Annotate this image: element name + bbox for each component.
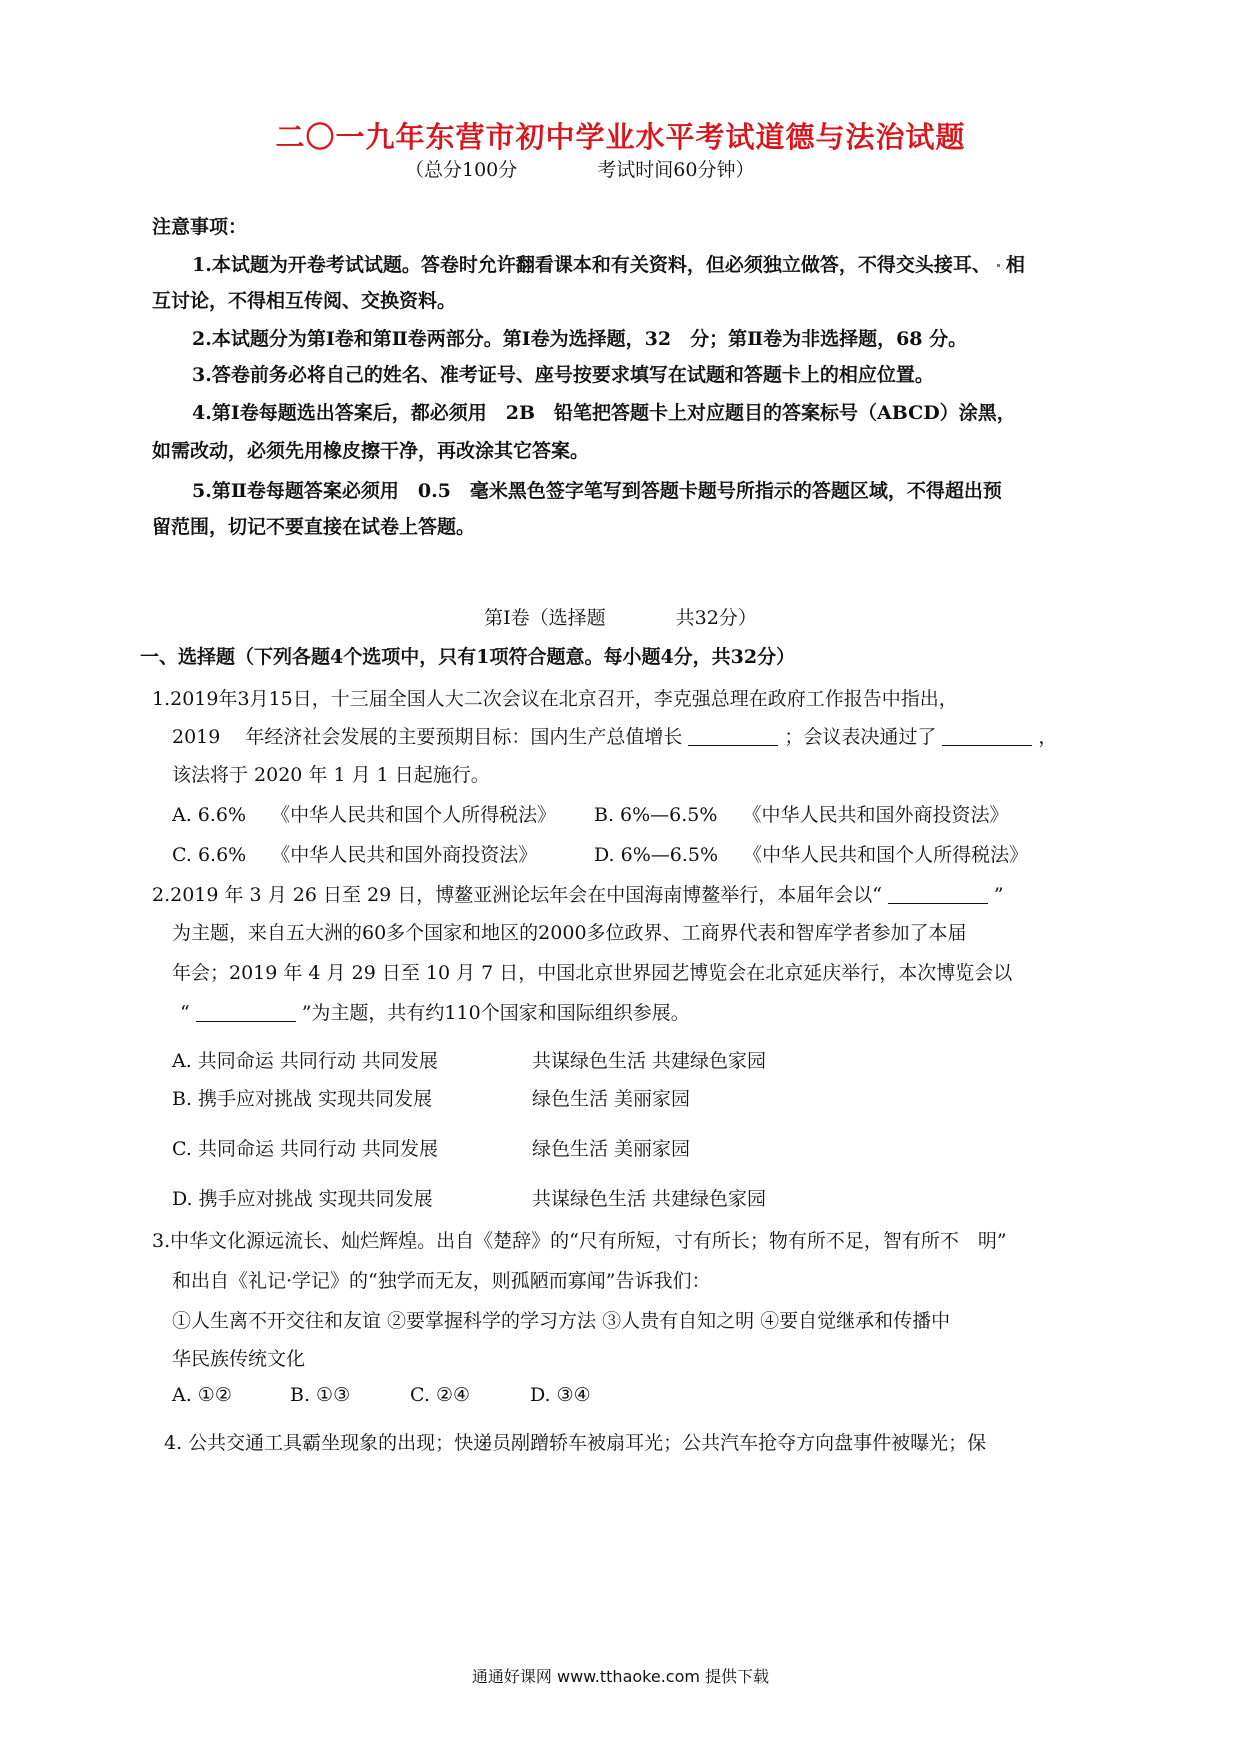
note-5-line-1: 5.第Ⅱ卷每题答案必须用 0.5 毫米黑色签字笔写到答题卡题号所指示的答题区域，不得超出预 xyxy=(192,480,1002,502)
q2-option-d-2: 共谋绿色生活 共建绿色家园 xyxy=(532,1188,767,1210)
blank-line xyxy=(888,883,988,904)
note-3: 3.答卷前务必将自己的姓名、准考证号、座号按要求填写在试题和答题卡上的相应位置。 xyxy=(192,364,934,386)
note-1-line-1: 1.本试题为开卷考试试题。答卷时允许翻看课本和有关资料，但必须独立做答，不得交头接耳、 相 xyxy=(192,254,1025,276)
q1-option-b: B. 6%—6.5% 《中华人民共和国外商投资法》 xyxy=(594,804,1009,826)
q3-option-d: D. ③④ xyxy=(530,1384,591,1406)
q3-line-4: 华民族传统文化 xyxy=(172,1348,306,1370)
section-title: 第Ⅰ卷（选择题 共32分） xyxy=(484,607,757,629)
q1-option-d: D. 6%—6.5% 《中华人民共和国个人所得税法》 xyxy=(594,844,1029,866)
q3-line-3: ①人生离不开交往和友谊 ②要掌握科学的学习方法 ③人贵有自知之明 ④要自觉继承和传播中 xyxy=(172,1310,951,1332)
q2-line-2: 为主题，来自五大洲的60多个国家和地区的2000多位政界、工商界代表和智库学者参加了本届 xyxy=(172,922,967,944)
q2-line-3: 年会；2019 年 4 月 29 日至 10 月 7 日，中国北京世界园艺博览会在北京延庆举行，本次博览会以 xyxy=(172,962,1013,984)
q3-option-a: A. ①② xyxy=(172,1384,232,1406)
exam-title: 二〇一九年东营市初中学业水平考试道德与法治试题 xyxy=(275,120,966,154)
blank-line xyxy=(196,1001,296,1022)
q2-option-c-1: C. 共同命运 共同行动 共同发展 xyxy=(172,1138,439,1160)
total-score: （总分100分 xyxy=(405,159,518,181)
q1-option-c: C. 6.6% 《中华人民共和国外商投资法》 xyxy=(172,844,538,866)
q3-line-1: 3.中华文化源远流长、灿烂辉煌。出自《楚辞》的“尺有所短，寸有所长；物有所不足，智有所不 明” xyxy=(152,1230,1007,1252)
note-4-line-1: 4.第Ⅰ卷每题选出答案后，都必须用 2B 铅笔把答题卡上对应题目的答案标号（ABCD）涂黑， xyxy=(192,402,1016,424)
q3-line-2: 和出自《礼记·学记》的“独学而无友，则孤陋而寡闻”告诉我们： xyxy=(172,1270,711,1292)
q1-line-1: 1.2019年3月15日，十三届全国人大二次会议在北京召开，李克强总理在政府工作报告中指出， xyxy=(152,688,958,710)
q2-option-b-2: 绿色生活 美丽家园 xyxy=(532,1088,691,1110)
stray-dot xyxy=(997,264,1000,267)
download-footer: 通通好课网 www.tthaoke.com 提供下载 xyxy=(471,1667,770,1686)
q2-option-d-1: D. 携手应对挑战 实现共同发展 xyxy=(172,1188,433,1210)
q2-option-b-1: B. 携手应对挑战 实现共同发展 xyxy=(172,1088,433,1110)
q2-line-1: 2.2019 年 3 月 26 日至 29 日，博鳌亚洲论坛年会在中国海南博鳌举行，本届年会以“ ” xyxy=(152,884,1004,906)
q3-option-c: C. ②④ xyxy=(410,1384,471,1406)
exam-time: 考试时间60分钟） xyxy=(597,159,755,181)
blank-line xyxy=(942,725,1032,746)
q4-line-1: 4. 公共交通工具霸坐现象的出现；快递员剐蹭轿车被扇耳光；公共汽车抢夺方向盘事件被曝光；保 xyxy=(164,1432,987,1454)
blank-line xyxy=(688,725,778,746)
note-2: 2.本试题分为第Ⅰ卷和第Ⅱ卷两部分。第Ⅰ卷为选择题，32 分；第Ⅱ卷为非选择题，68 分。 xyxy=(192,328,968,350)
q2-option-c-2: 绿色生活 美丽家园 xyxy=(532,1138,691,1160)
note-5-line-2: 留范围，切记不要直接在试卷上答题。 xyxy=(152,516,476,538)
q1-line-3: 该法将于 2020 年 1 月 1 日起施行。 xyxy=(172,764,490,786)
q2-line-4: “ ”为主题，共有约110个国家和国际组织参展。 xyxy=(180,1002,690,1024)
notes-heading: 注意事项： xyxy=(152,216,248,238)
note-4-line-2: 如需改动，必须先用橡皮擦干净，再改涂其它答案。 xyxy=(152,440,590,462)
q1-option-a: A. 6.6% 《中华人民共和国个人所得税法》 xyxy=(172,804,557,826)
part-heading: 一、选择题（下列各题4个选项中，只有1项符合题意。每小题4分，共32分） xyxy=(140,646,796,668)
exam-subtitle xyxy=(405,155,754,182)
note-1-line-2: 互讨论，不得相互传阅、交换资料。 xyxy=(152,290,457,312)
q2-option-a-2: 共谋绿色生活 共建绿色家园 xyxy=(532,1050,767,1072)
q3-option-b: B. ①③ xyxy=(290,1384,351,1406)
q2-option-a-1: A. 共同命运 共同行动 共同发展 xyxy=(172,1050,438,1072)
q1-line-2: 2019 年经济社会发展的主要预期目标：国内生产总值增长 ；会议表决通过了 ， xyxy=(172,726,1058,748)
